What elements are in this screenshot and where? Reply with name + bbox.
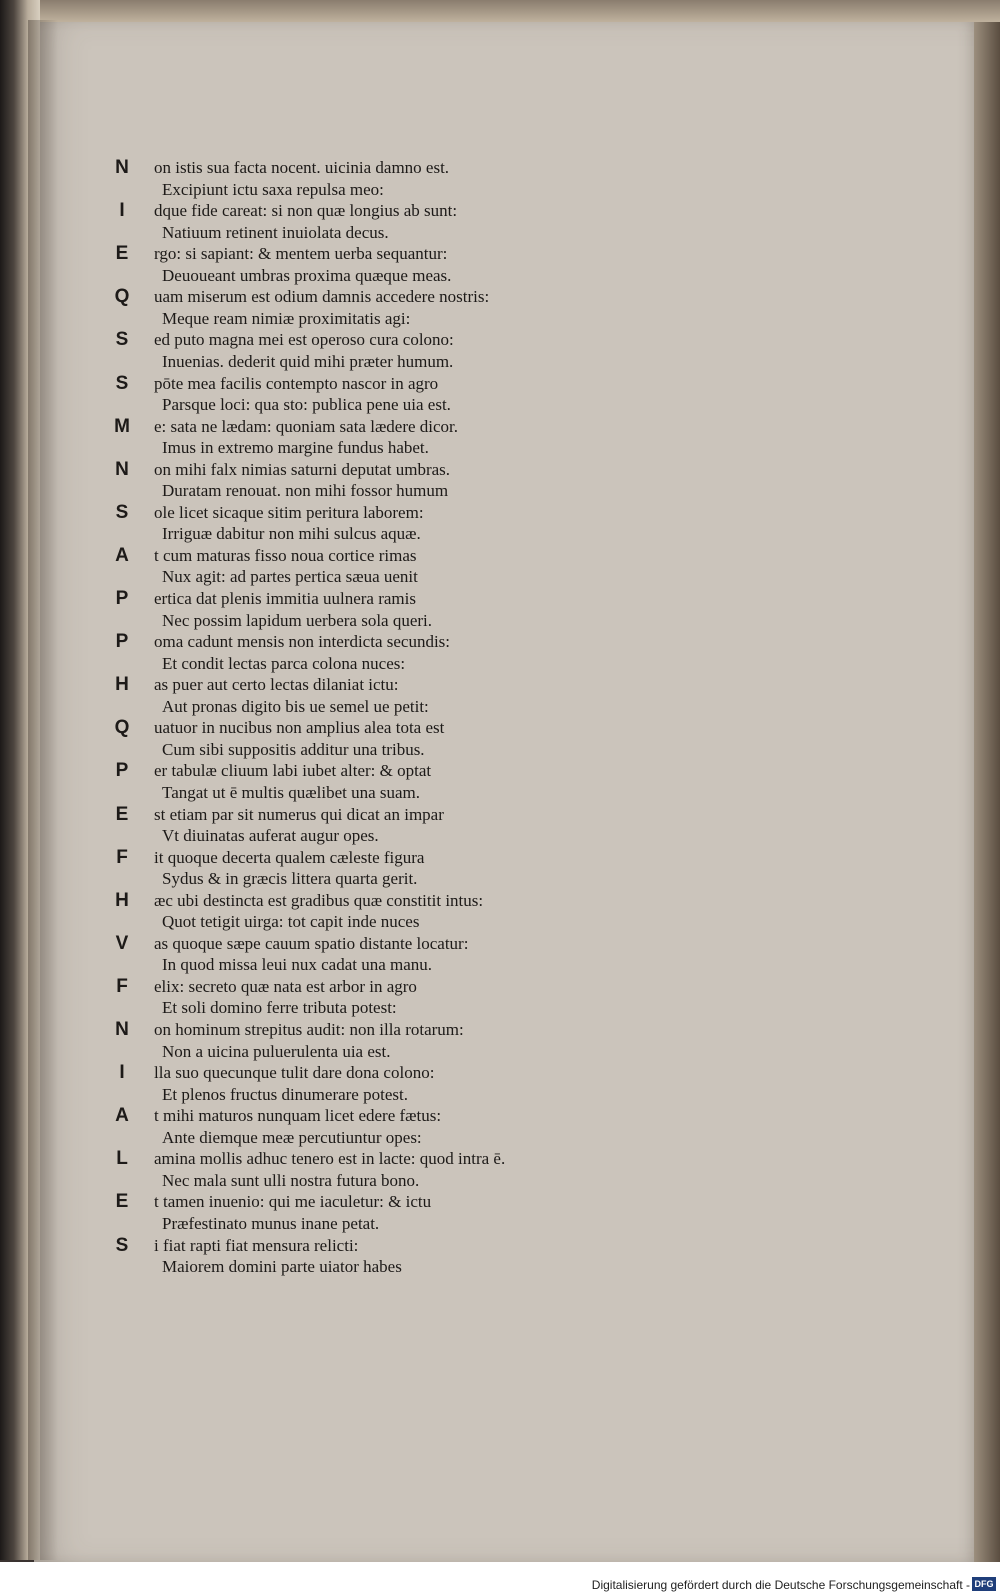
hexameter-text: ole licet sicaque sitim peritura laborem:	[154, 502, 424, 522]
pentameter-text: Nec mala sunt ulli nostra futura bono.	[162, 1170, 420, 1190]
hexameter-text: t cum maturas fisso noua cortice rimas	[154, 545, 417, 565]
hexameter-text: as quoque sæpe cauum spatio distante locatur:	[154, 933, 469, 953]
initial-letter: E	[115, 803, 129, 825]
initial-letter: H	[115, 674, 129, 696]
pentameter-text: Inuenias. dederit quid mihi præter humum.	[162, 351, 454, 371]
pentameter-text: Natiuum retinent inuiolata decus.	[162, 222, 389, 242]
initial-letter: E	[115, 1191, 129, 1213]
hexameter-text: oma cadunt mensis non interdicta secundis:	[154, 632, 451, 652]
pentameter-text: Maiorem domini parte uiator habes	[162, 1257, 402, 1277]
pentameter-text: Duratam renouat. non mihi fossor humum	[162, 481, 449, 501]
pentameter-text: Et plenos fructus dinumerare potest.	[162, 1084, 408, 1104]
initial-letter: E	[115, 243, 129, 265]
hexameter-text: elix: secreto quæ nata est arbor in agro	[154, 976, 417, 996]
initial-letter: F	[116, 846, 128, 868]
pentameter-text: Meque ream nimiæ proximitatis agi:	[162, 308, 411, 328]
pentameter-text: Parsque loci: qua sto: publica pene uia est.	[162, 395, 451, 415]
funding-credit: Digitalisierung gefördert durch die Deutsche Forschungsgemeinschaft -	[591, 1578, 970, 1592]
hexameter-text: æc ubi destincta est gradibus quæ constitit intus:	[154, 890, 484, 910]
initial-letter: N	[115, 1019, 129, 1040]
hexameter-text: pōte mea facilis contempto nascor in agro	[154, 373, 439, 393]
initial-letter: N	[115, 458, 129, 480]
initial-letter: N	[115, 157, 129, 178]
initial-letter: H	[115, 889, 129, 911]
initial-letter: S	[115, 372, 129, 394]
hexameter-text: i fiat rapti fiat mensura relicti:	[154, 1235, 359, 1255]
pentameter-text: Sydus & in græcis littera quarta gerit.	[162, 869, 418, 889]
initial-letter: I	[119, 1062, 125, 1084]
hexameter-text: rgo: si sapiant: & mentem uerba sequantur:	[154, 244, 448, 264]
pentameter-text: Ante diemque meæ percutiuntur opes:	[162, 1127, 422, 1147]
hexameter-text: on istis sua facta nocent. uicinia damno est.	[154, 158, 450, 177]
initial-letter: V	[115, 932, 129, 954]
pentameter-text: Tangat ut ē multis quælibet una suam.	[162, 782, 421, 802]
initial-letter: S	[115, 501, 129, 523]
spine-shadow	[28, 20, 58, 1560]
show-through-text	[534, 192, 634, 1292]
pentameter-text: In quod missa leui nux cadat una manu.	[162, 955, 433, 975]
initial-letter: P	[115, 760, 129, 782]
initial-letter: A	[115, 544, 129, 566]
initial-letter: F	[116, 975, 128, 997]
initial-letter: P	[115, 631, 129, 653]
hexameter-text: st etiam par sit numerus qui dicat an impar	[154, 804, 444, 824]
pentameter-text: Excipiunt ictu saxa repulsa meo:	[162, 179, 384, 199]
hexameter-text: t mihi maturos nunquam licet edere fætus:	[154, 1106, 442, 1126]
initial-letter: I	[119, 200, 125, 222]
pentameter-text: Irriguæ dabitur non mihi sulcus aquæ.	[162, 524, 421, 544]
initial-letter: Q	[114, 717, 130, 739]
hexameter-text: uam miserum est odium damnis accedere nostris:	[154, 287, 490, 307]
hexameter-text: ertica dat plenis immitia uulnera ramis	[154, 589, 416, 608]
initial-letter: A	[115, 1105, 129, 1127]
initial-letter: Q	[114, 286, 130, 308]
pentameter-text: Quot tetigit uirga: tot capit inde nuces	[162, 912, 420, 932]
pentameter-text: Deuoueant umbras proxima quæque meas.	[162, 265, 452, 285]
pentameter-text: Nux agit: ad partes pertica sæua uenit	[162, 567, 418, 587]
hexameter-text: ed puto magna mei est operoso cura colono:	[154, 330, 454, 350]
digitization-footer	[0, 1562, 1000, 1596]
hexameter-text: on hominum strepitus audit: non illa rotarum:	[154, 1020, 464, 1039]
hexameter-text: amina mollis adhuc tenero est in lacte: quod intra ē.	[154, 1149, 506, 1169]
hexameter-text: as puer aut certo lectas dilaniat ictu:	[154, 675, 399, 695]
dfg-logo: DFG	[972, 1577, 996, 1591]
hexameter-text: er tabulæ cliuum labi iubet alter: & optat	[154, 761, 432, 781]
pentameter-text: Vt diuinatas auferat augur opes.	[162, 826, 379, 846]
pentameter-text: Et condit lectas parca colona nuces:	[162, 653, 406, 673]
hexameter-text: lla suo quecunque tulit dare dona colono:	[154, 1063, 435, 1083]
pentameter-text: Imus in extremo margine fundus habet.	[162, 438, 429, 458]
pentameter-text: Non a uicina puluerulenta uia est.	[162, 1041, 391, 1061]
hexameter-text: dque fide careat: si non quæ longius ab sunt:	[154, 201, 458, 221]
pentameter-text: Præfestinato munus inane petat.	[162, 1213, 380, 1233]
initial-letter: M	[114, 415, 130, 437]
initial-letter: S	[115, 329, 129, 351]
hexameter-text: it quoque decerta qualem cæleste figura	[154, 847, 425, 867]
pentameter-text: Aut pronas digito bis ue semel ue petit:	[162, 696, 429, 716]
pentameter-text: Cum sibi suppositis additur una tribus.	[162, 739, 425, 759]
hexameter-text: on mihi falx nimias saturni deputat umbras.	[154, 459, 451, 479]
pentameter-text: Et soli domino ferre tributa potest:	[162, 998, 397, 1018]
initial-letter: S	[115, 1234, 129, 1256]
initial-letter: L	[116, 1148, 128, 1170]
hexameter-text: uatuor in nucibus non amplius alea tota est	[154, 718, 445, 738]
initial-letter: P	[115, 588, 129, 609]
book-right-edge	[974, 22, 1000, 1562]
hexameter-text: e: sata ne lædam: quoniam sata lædere dicor.	[154, 416, 459, 436]
pentameter-text: Nec possim lapidum uerbera sola queri.	[162, 610, 433, 630]
hexameter-text: t tamen inuenio: qui me iaculetur: & ictu	[154, 1192, 432, 1212]
